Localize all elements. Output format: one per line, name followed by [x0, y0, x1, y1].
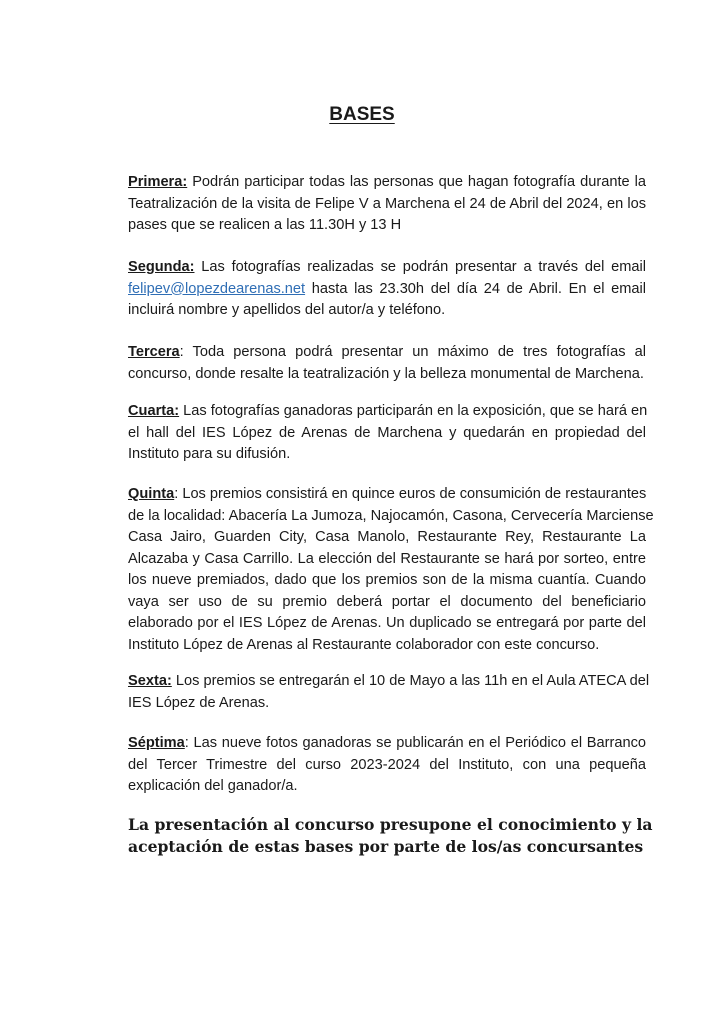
clause-text: : Los premios consistirá en quince euros de consumición de restaurantes [174, 486, 647, 502]
clause-line: Teatralización de la visita de Felipe V a Marchena el 24 de Abril del 2024, en los [128, 195, 646, 212]
clause-line [128, 484, 646, 506]
clause-label: Quinta [128, 486, 175, 502]
email-link[interactable]: felipev@lopezdearenas.net [128, 280, 306, 297]
clause-text: Los premios se entregarán el 10 de Mayo a las 11h en el Aula ATECA del [175, 673, 650, 689]
clause-line [128, 671, 650, 693]
clause-tercera [128, 342, 646, 385]
clause-line: incluirá nombre y apellidos del autor/a y teléfono. [128, 302, 446, 318]
clause-line: Instituto López de Arenas al Restaurante colaborador con este concurso. [128, 636, 600, 653]
clause-line [128, 401, 646, 423]
clause-label: Segunda: [128, 259, 195, 275]
page-title: BASES [329, 104, 395, 125]
clause-line: pases que se realicen a las 11.30H y 13 H [128, 217, 402, 233]
clause-label: Primera: [128, 174, 188, 190]
clause-label: Tercera [128, 344, 180, 360]
clause-label: Sexta: [128, 673, 172, 689]
clause-text: Las fotografías ganadoras participarán en la exposición, que se hará en [183, 403, 648, 419]
clause-label: Séptima [128, 735, 185, 751]
clause-text: : Toda persona podrá presentar un máximo de tres fotografías al [179, 344, 646, 360]
closing-statement [128, 814, 653, 858]
clause-line: el hall del IES López de Arenas de Marchena y quedarán en propiedad del [128, 424, 646, 441]
clause-line [128, 279, 646, 301]
clause-line: vaya ser uso de su premio deberá portar el documento del beneficiario [128, 593, 646, 610]
clause-line: los nueve premiados, dado que los premios son de la misma cuantía. Cuando [128, 572, 646, 588]
clause-line: Alcazaba y Casa Carrillo. La elección del Restaurante se hará por sorteo, entre [128, 550, 646, 567]
clause-line [128, 733, 646, 755]
clause-line: IES López de Arenas. [128, 694, 270, 711]
clause-septima [128, 733, 646, 798]
clause-text: Podrán participar todas las personas que hagan fotografía durante la [192, 174, 646, 190]
closing-line: La presentación al concurso presupone el conocimiento y la [128, 815, 653, 834]
clause-line: Casa Jairo, Guarden City, Casa Manolo, Restaurante Rey, Restaurante La [128, 529, 646, 545]
clause-sexta [128, 671, 650, 714]
clause-text: : Las nueve fotos ganadoras se publicarán en el Periódico el Barranco [184, 735, 646, 751]
clause-text: Las fotografías realizadas se podrán presentar a través del email [201, 259, 646, 275]
clause-line: de la localidad: Abacería La Jumoza, Najocamón, Casona, Cervecería Marciense [128, 507, 654, 524]
clause-line [128, 342, 646, 364]
clause-text: hasta las 23.30h del día 24 de Abril. En el email [311, 280, 646, 297]
clause-quinta [128, 484, 654, 656]
clause-line [128, 172, 646, 194]
clause-line: explicación del ganador/a. [128, 778, 298, 794]
clause-segunda [128, 257, 646, 322]
clause-line: del Tercer Trimestre del curso 2023-2024 del Instituto, con una pequeña [128, 756, 646, 773]
closing-line: aceptación de estas bases por parte de los/as concursantes [128, 837, 644, 856]
clause-cuarta [128, 401, 646, 466]
clause-line: Instituto para su difusión. [128, 446, 291, 462]
clause-line: elaborado por el IES López de Arenas. Un duplicado se entregará por parte del [128, 615, 646, 631]
clause-label: Cuarta: [128, 403, 180, 419]
clause-line: concurso, donde resalte la teatralización y la belleza monumental de Marchena. [128, 365, 644, 382]
clause-line [128, 257, 646, 279]
clause-primera [128, 172, 646, 237]
